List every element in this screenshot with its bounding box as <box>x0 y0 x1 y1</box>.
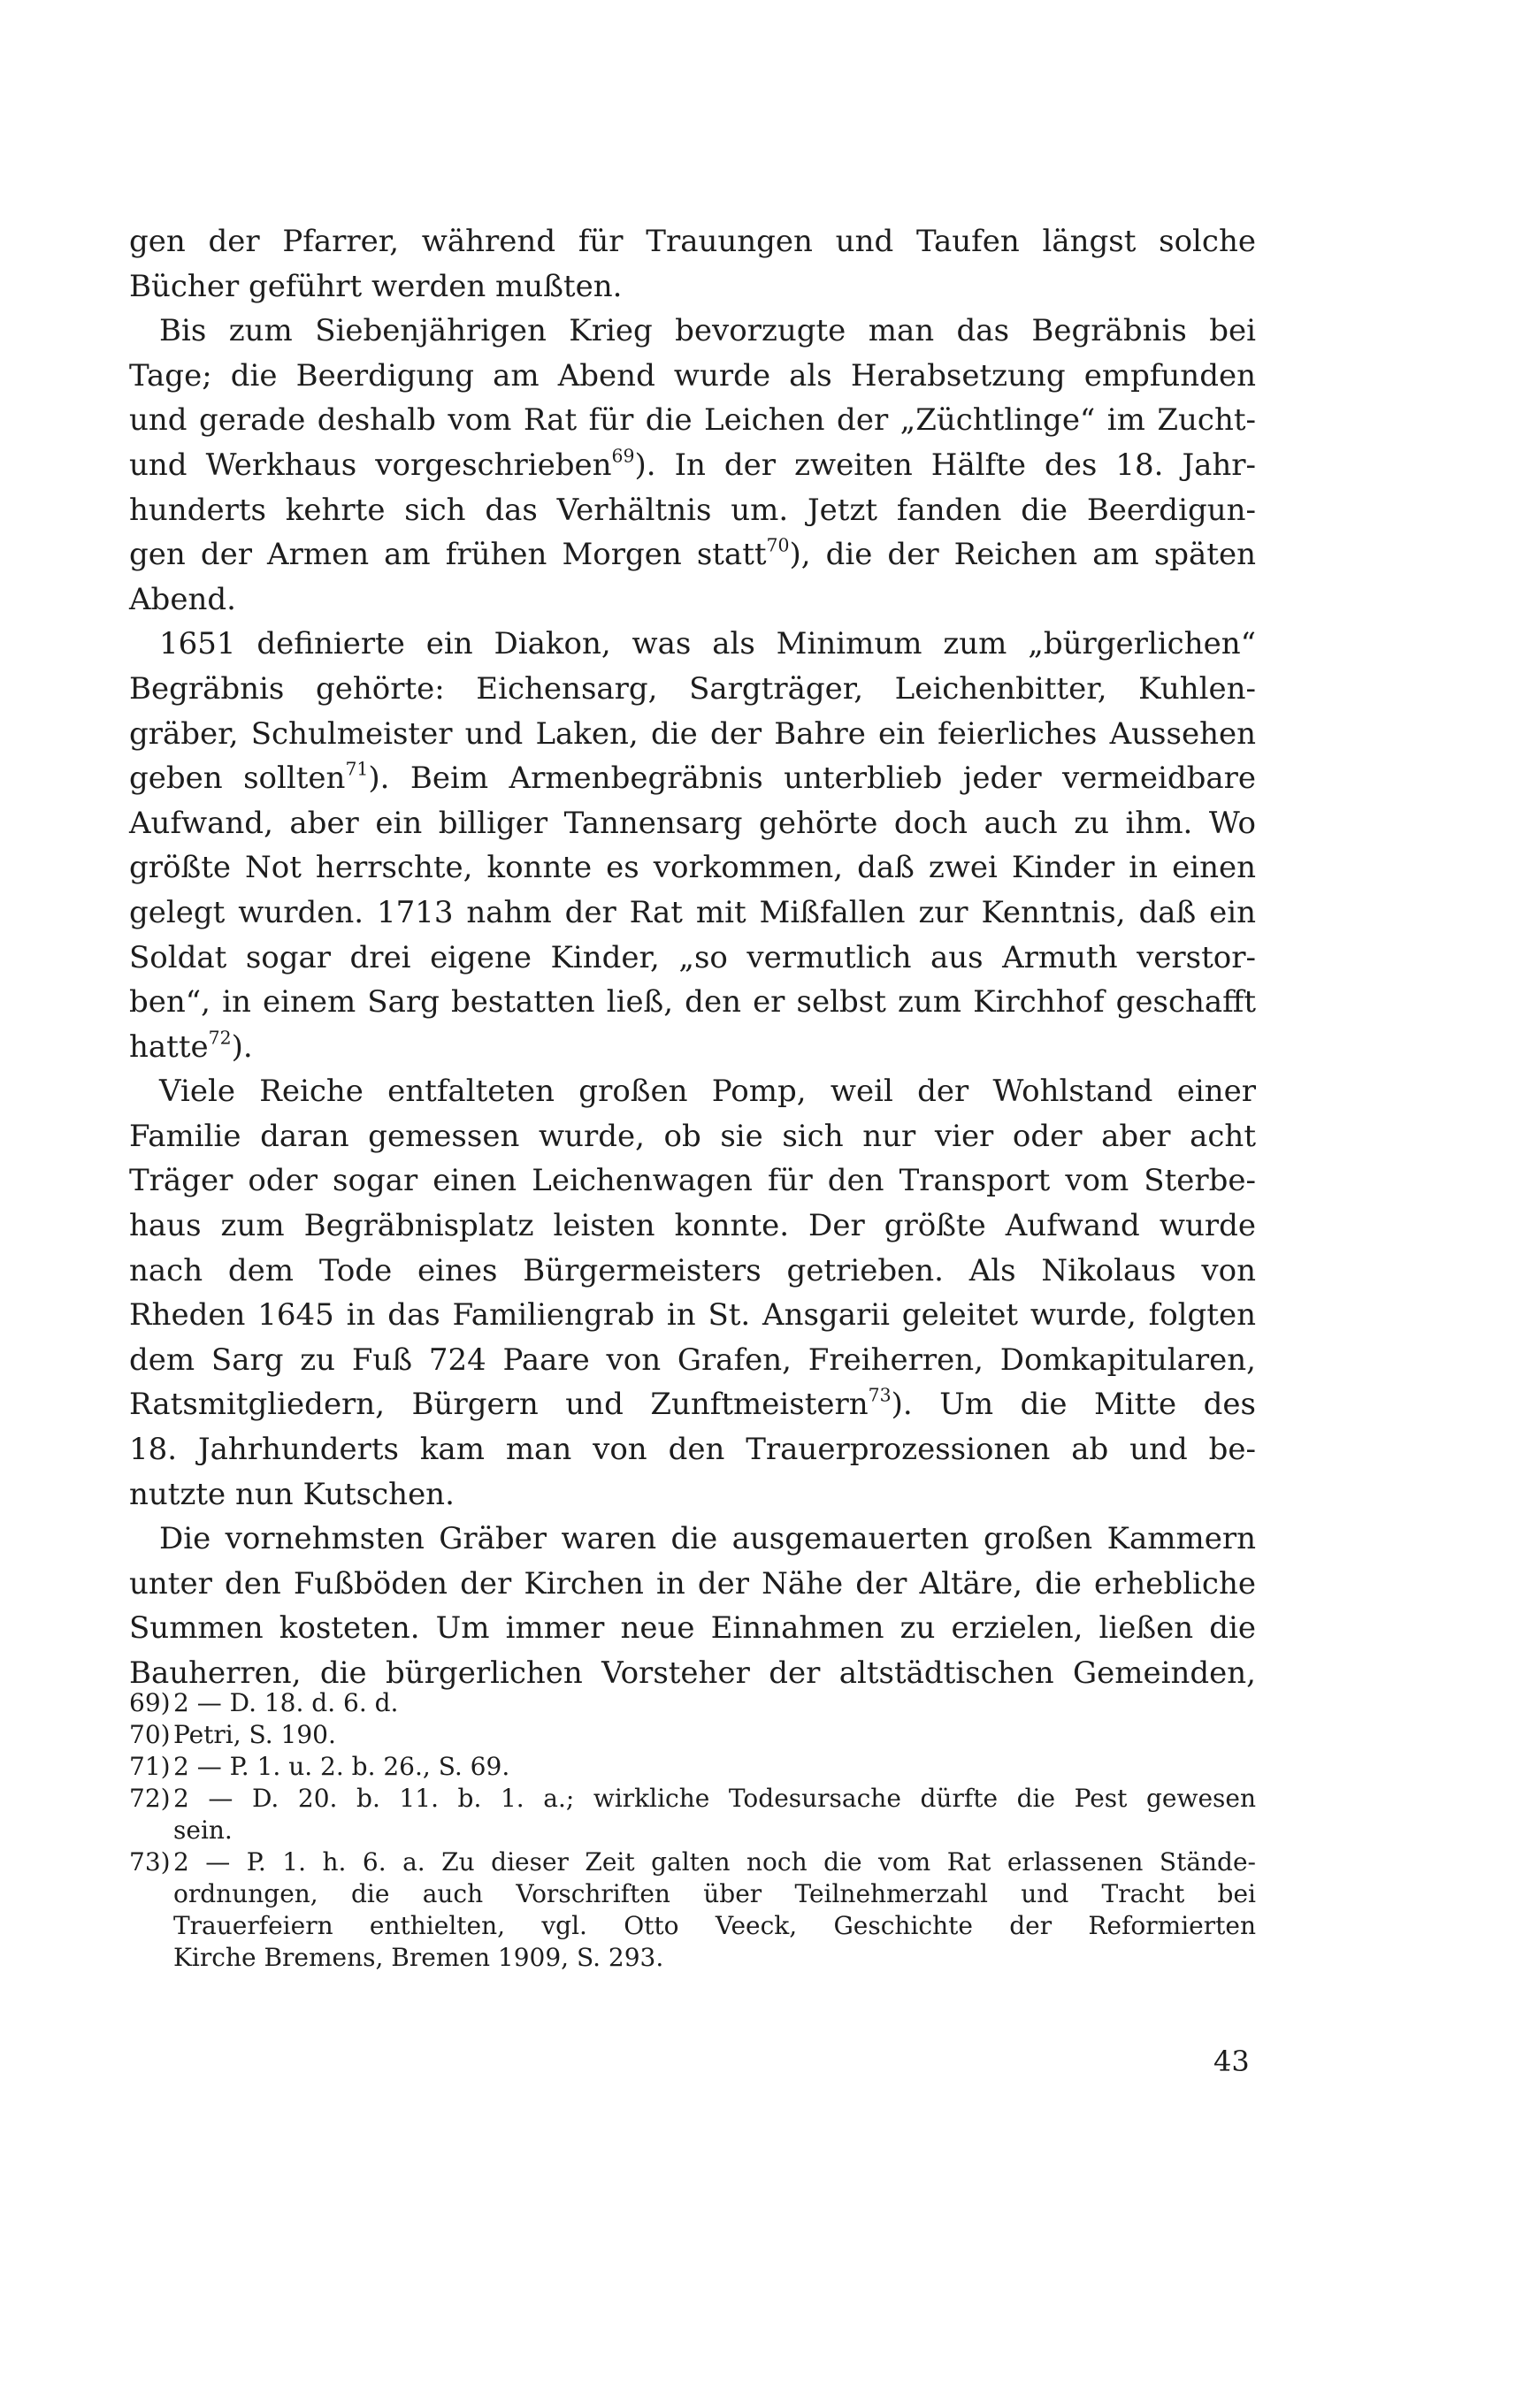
text-line: Soldat sogar drei eigene Kinder, „so vermutlich aus Armuth verstor- <box>129 939 1256 975</box>
text-line: nach dem Tode eines Bürgermeisters getrieben. Als Nikolaus von <box>129 1252 1256 1288</box>
text-segment: geben sollten <box>129 761 346 797</box>
text-line: Die vornehmsten Gräber waren die ausgemauerten großen Kammern <box>159 1521 1256 1557</box>
text-line: Tage; die Beerdigung am Abend wurde als Herabsetzung empfunden <box>129 357 1256 394</box>
text-line <box>129 443 1256 488</box>
text-segment: hatte <box>129 1028 209 1065</box>
text-line: Kirche Bremens, Bremen 1909, S. 293. <box>173 1943 664 1972</box>
footnote-number: 73) <box>129 1847 171 1877</box>
text-line: Familie daran gemessen wurde, ob sie sich nur vier oder aber acht <box>129 1118 1256 1154</box>
text-line <box>129 756 1256 801</box>
text-line: 18. Jahrhunderts kam man von den Trauerprozessionen ab und be- <box>129 1432 1256 1468</box>
text-line: ben“, in einem Sarg bestatten ließ, den er selbst zum Kirchhof geschafft <box>129 984 1256 1021</box>
text-line <box>129 1025 1256 1070</box>
text-line: 2 — P. 1. u. 2. b. 26., S. 69. <box>173 1752 510 1781</box>
footnote-ref: 71 <box>345 758 369 780</box>
text-line: 2 — D. 18. d. 6. d. <box>173 1688 399 1717</box>
text-segment: ). Um die Mitte des <box>891 1387 1256 1423</box>
paragraph <box>129 1517 1256 1695</box>
text-line: ordnungen, die auch Vorschriften über Teilnehmerzahl und Tracht bei <box>173 1879 1256 1908</box>
page-number: 43 <box>1213 2045 1250 2078</box>
text-line: sein. <box>173 1816 233 1845</box>
text-line: 1651 definierte ein Diakon, was als Minimum zum „bürgerlichen“ <box>159 626 1256 662</box>
footnote-number: 72) <box>129 1784 171 1813</box>
text-line: größte Not herrschte, konnte es vorkommen, daß zwei Kinder in einen <box>129 850 1256 886</box>
text-segment: ). In der zweiten Hälfte des 18. Jahr- <box>634 447 1256 483</box>
text-line: Viele Reiche entfalteten großen Pomp, weil der Wohlstand einer <box>159 1074 1256 1110</box>
main-text <box>129 219 1256 1696</box>
text-line: unter den Fußböden der Kirchen in der Nähe der Altäre, die erhebliche <box>129 1565 1256 1602</box>
text-line: Petri, S. 190. <box>173 1720 336 1749</box>
text-line: gen der Pfarrer, während für Trauungen und Taufen längst solche <box>129 224 1256 259</box>
footnote-text <box>173 1751 1256 1783</box>
text-line: Träger oder sogar einen Leichenwagen für den Transport vom Sterbe- <box>129 1163 1256 1199</box>
text-line: gelegt wurden. 1713 nahm der Rat mit Mißfallen zur Kenntnis, daß ein <box>129 894 1256 930</box>
text-line: 2 — D. 20. b. 11. b. 1. a.; wirkliche Todesursache dürfte die Pest gewesen <box>173 1784 1256 1813</box>
text-segment: Ratsmitgliedern, Bürgern und Zunftmeistern <box>129 1387 869 1423</box>
text-line <box>129 532 1256 577</box>
footnote-text <box>173 1846 1256 1974</box>
footnote-ref: 72 <box>208 1027 232 1049</box>
text-segment: gen der Armen am frühen Morgen statt <box>129 537 767 573</box>
text-line: Summen kosteten. Um immer neue Einnahmen zu erzielen, ließen die <box>129 1610 1256 1647</box>
footnote <box>129 1783 1256 1846</box>
footnote-number: 69) <box>129 1688 171 1717</box>
text-line: Bauherren, die bürgerlichen Vorsteher der altstädtischen Gemeinden, <box>129 1655 1256 1691</box>
text-segment: ). <box>231 1028 253 1065</box>
paragraph <box>129 219 1256 309</box>
text-segment: und Werkhaus vorgeschrieben <box>129 447 612 483</box>
footnote <box>129 1687 1256 1719</box>
text-line <box>129 1382 1256 1427</box>
text-line: nutzte nun Kutschen. <box>129 1476 455 1512</box>
footnote <box>129 1751 1256 1783</box>
text-line: 2 — P. 1. h. 6. a. Zu dieser Zeit galten noch die vom Rat erlassenen Stände- <box>173 1847 1256 1877</box>
footnote <box>129 1719 1256 1751</box>
text-segment: ), die der Reichen am späten <box>789 537 1256 573</box>
text-line: Bücher geführt werden mußten. <box>129 268 623 304</box>
footnote-number: 70) <box>129 1720 171 1749</box>
text-line: Bis zum Siebenjährigen Krieg bevorzugte man das Begräbnis bei <box>159 313 1256 349</box>
paragraph <box>129 1069 1256 1517</box>
footnote-ref: 73 <box>868 1385 892 1407</box>
text-line: Aufwand, aber ein billiger Tannensarg gehörte doch auch zu ihm. Wo <box>129 805 1256 841</box>
text-line: haus zum Begräbnisplatz leisten konnte. Der größte Aufwand wurde <box>129 1208 1256 1244</box>
text-line: und gerade deshalb vom Rat für die Leichen der „Züchtlinge“ im Zucht- <box>129 402 1256 439</box>
text-line: gräber, Schulmeister und Laken, die der Bahre ein feierliches Aussehen <box>129 715 1256 752</box>
text-line: Abend. <box>129 581 236 617</box>
footnote-number: 71) <box>129 1752 171 1781</box>
footnote-ref: 69 <box>611 445 635 467</box>
paragraph <box>129 309 1256 622</box>
text-line: hunderts kehrte sich das Verhältnis um. Jetzt fanden die Beerdigun- <box>129 492 1256 528</box>
footnote-ref: 70 <box>766 534 790 556</box>
footnote <box>129 1846 1256 1974</box>
text-line: Begräbnis gehörte: Eichensarg, Sargträger, Leichenbitter, Kuhlen- <box>129 670 1256 707</box>
text-line: dem Sarg zu Fuß 724 Paare von Grafen, Freiherren, Domkapitularen, <box>129 1342 1256 1378</box>
footnote-text <box>173 1719 1256 1751</box>
paragraph <box>129 622 1256 1069</box>
footnote-text <box>173 1687 1256 1719</box>
footnote-text <box>173 1783 1256 1846</box>
footnotes <box>129 1687 1256 1974</box>
text-line: Trauerfeiern enthielten, vgl. Otto Veeck, Geschichte der Reformierten <box>173 1911 1256 1940</box>
text-segment: ). Beim Armenbegräbnis unterblieb jeder vermeidbare <box>368 761 1257 797</box>
text-line: Rheden 1645 in das Familiengrab in St. Ansgarii geleitet wurde, folgten <box>129 1297 1256 1334</box>
